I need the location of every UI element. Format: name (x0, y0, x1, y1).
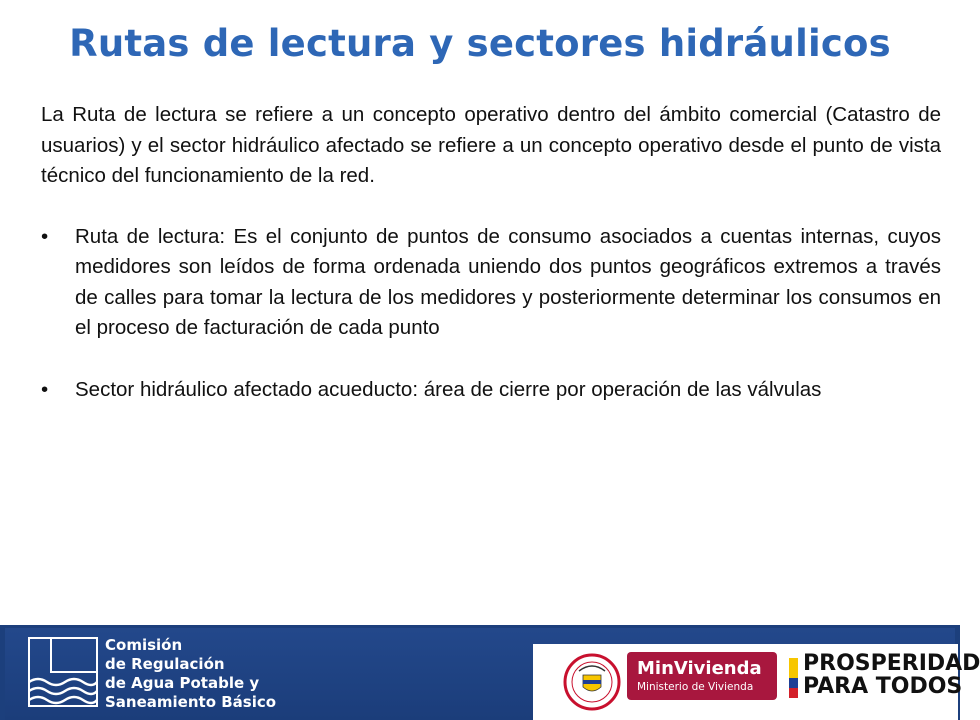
cra-name (105, 636, 276, 712)
cra-line: de Agua Potable y (105, 674, 260, 692)
intro-paragraph: La Ruta de lectura se refiere a un concepto operativo dentro del ámbito comercial (Catastro de usuarios) y el sector hidráulico afectado se refiere a un concepto operativo desde el punto de vista técnico del funcionamiento de la red. (41, 103, 941, 187)
cra-logo-icon (27, 636, 99, 708)
bullet-text: Sector hidráulico afectado acueducto: área de cierre por operación de las válvulas (75, 377, 822, 401)
ministry-name: MinVivienda (637, 658, 762, 679)
ministry-subtitle: Ministerio de Vivienda (637, 681, 754, 693)
bullet-item-ruta (41, 222, 941, 344)
minvivienda-logo (627, 652, 777, 700)
bullet-list (41, 222, 941, 406)
colombia-flag-icon (789, 658, 798, 698)
colombia-seal-icon (563, 653, 621, 711)
bullet-item-sector (41, 375, 941, 406)
government-logos (533, 644, 980, 720)
footer-inner (5, 628, 980, 720)
cra-line: Saneamiento Básico (105, 693, 277, 711)
footer-band (0, 625, 980, 720)
slogan (803, 652, 980, 698)
cra-line: de Regulación (105, 655, 225, 673)
slogan-line: PARA TODOS (803, 674, 963, 699)
slide-title: Rutas de lectura y sectores hidráulicos (69, 22, 891, 65)
slogan-line: PROSPERIDAD (803, 651, 980, 676)
bullet-icon: • (41, 377, 49, 401)
bullet-text: Ruta de lectura: Es el conjunto de puntos de consumo asociados a cuentas internas, cuyos medidores son leídos de forma ordenada uniendo dos puntos geográficos extremos a través de calles para tomar la lectura de los medidores y posteriormente determinar los consumos en el proceso de facturación de cada punto (75, 224, 941, 339)
bullet-icon: • (41, 224, 49, 248)
cra-line: Comisión (105, 636, 183, 654)
slide-body (41, 100, 941, 436)
